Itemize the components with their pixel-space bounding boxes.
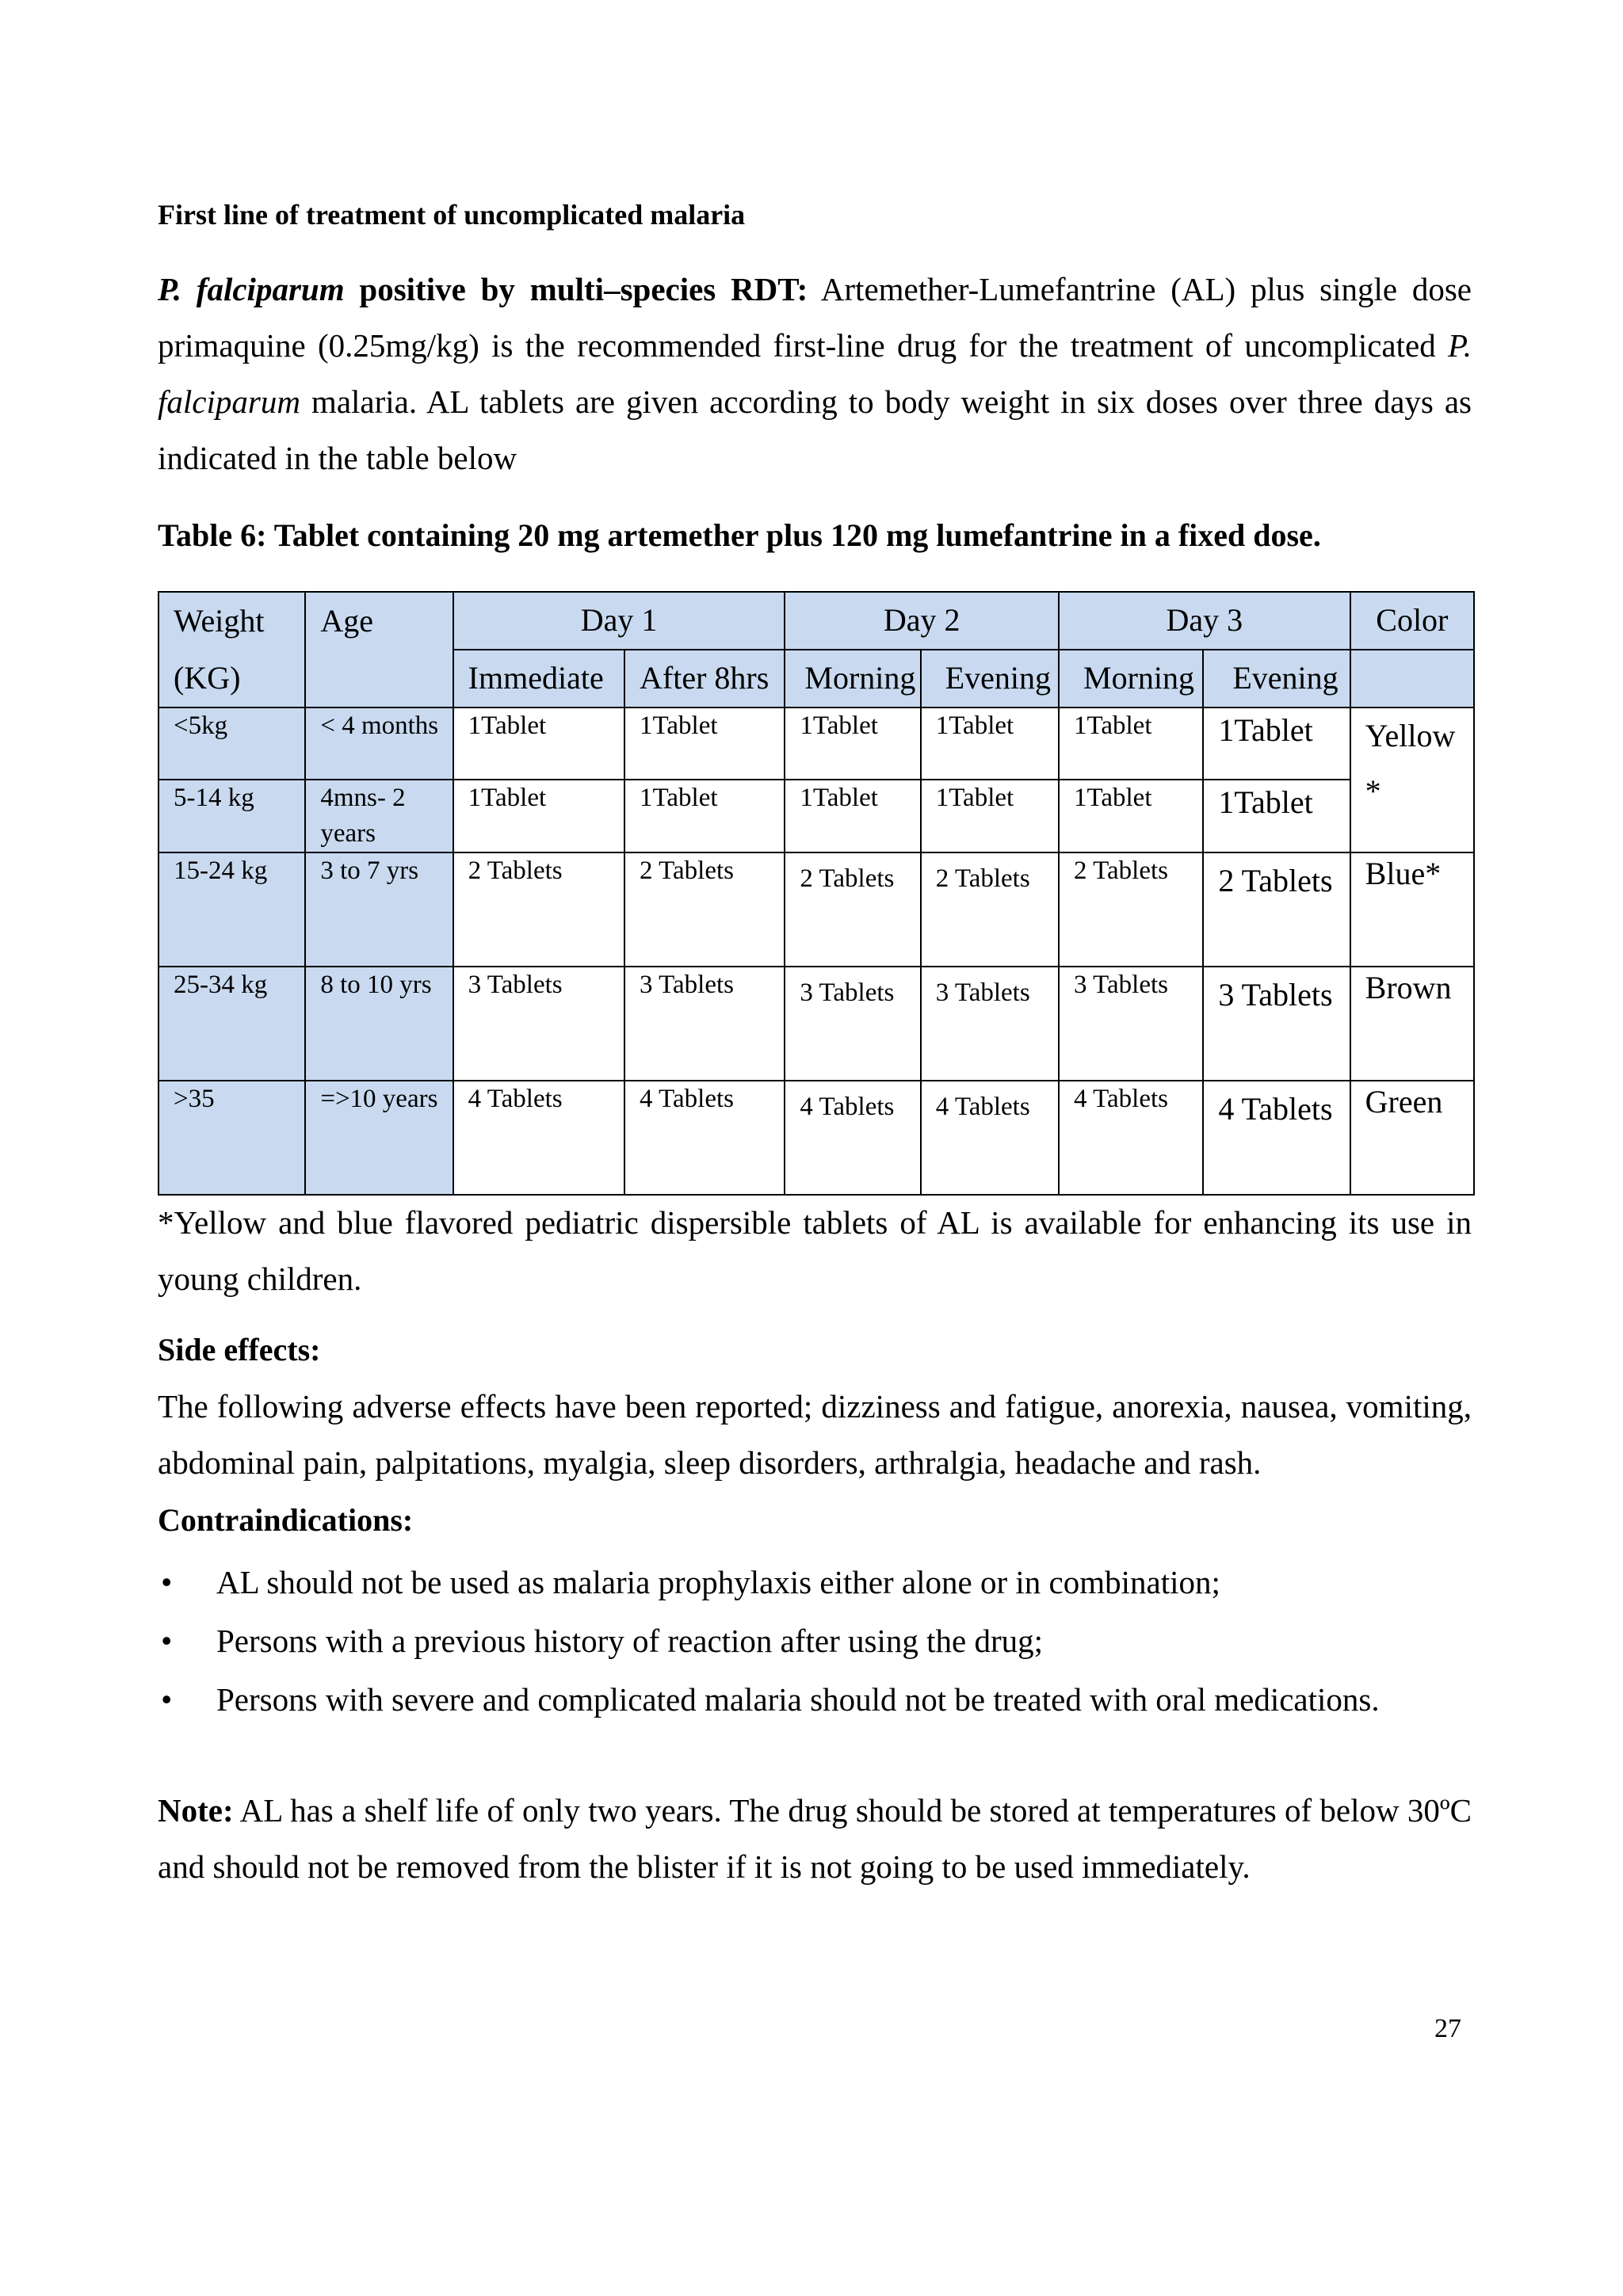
dose-cell: 3 Tablets — [785, 967, 920, 1081]
dose-cell: 2 Tablets — [453, 852, 624, 967]
dose-cell: 3 Tablets — [921, 967, 1059, 1081]
note-label: Note: — [158, 1792, 234, 1829]
table-row — [158, 967, 1474, 1081]
dose-cell: 1Tablet — [453, 780, 624, 852]
intro-paragraph — [158, 261, 1472, 486]
header-day3: Day 3 — [1059, 592, 1350, 650]
side-effects-text: The following adverse effects have been reported; dizziness and fatigue, anorexia, nausea, vomiting, abdominal pain, palpitations, myalgia, sleep disorders, arthralgia, headache and rash. — [158, 1388, 1472, 1481]
side-effects-heading: Side effects: — [158, 1332, 321, 1367]
dose-cell: 4 Tablets — [921, 1081, 1059, 1195]
storage-note — [158, 1783, 1472, 1895]
header-weight: Weight (KG) — [158, 592, 305, 707]
dose-cell: 2 Tablets — [1059, 852, 1203, 967]
dose-cell: 1Tablet — [785, 780, 920, 852]
table-row — [158, 1081, 1474, 1195]
dose-cell: 1Tablet — [785, 707, 920, 780]
row-age: 3 to 7 yrs — [305, 852, 453, 967]
subheader-day3-morning: Morning — [1059, 650, 1203, 707]
dose-cell: 3 Tablets — [1203, 967, 1350, 1081]
table-row — [158, 852, 1474, 967]
bullet-icon: • — [161, 1681, 173, 1718]
row-age: 8 to 10 yrs — [305, 967, 453, 1081]
row-weight: 15-24 kg — [158, 852, 305, 967]
list-item: • AL should not be used as malaria prophylaxis either alone or in combination; — [158, 1553, 1505, 1611]
subheader-immediate: Immediate — [453, 650, 624, 707]
table-row — [158, 707, 1474, 780]
intro-bold-lead: positive by multi–species RDT: — [344, 271, 808, 307]
table-row — [158, 780, 1474, 852]
table-caption: Table 6: Tablet containing 20 mg artemether plus 120 mg lumefantrine in a fixed dose. — [158, 517, 1321, 553]
intro-italic-mid: P. falciparum — [158, 327, 1472, 420]
bullet-icon: • — [161, 1623, 173, 1659]
dose-cell: 4 Tablets — [624, 1081, 785, 1195]
row-weight: 25-34 kg — [158, 967, 305, 1081]
contraindications-list — [158, 1553, 1505, 1729]
dose-cell: 1Tablet — [921, 707, 1059, 780]
note-text: AL has a shelf life of only two years. The drug should be stored at temperatures of below 30ºC and should not be removed from the blister if it is not going to be used immediately. — [158, 1792, 1472, 1885]
color-cell: Blue* — [1350, 852, 1474, 967]
dose-cell: 1Tablet — [1203, 707, 1350, 780]
dose-cell: 2 Tablets — [921, 852, 1059, 967]
row-weight: <5kg — [158, 707, 305, 780]
page-number: 27 — [1434, 2014, 1461, 2043]
dose-cell: 1Tablet — [624, 707, 785, 780]
row-weight: >35 — [158, 1081, 305, 1195]
header-day2: Day 2 — [785, 592, 1059, 650]
row-age: =>10 years — [305, 1081, 453, 1195]
dosage-table — [158, 591, 1475, 1196]
subheader-day2-evening: Evening — [921, 650, 1059, 707]
dose-cell: 1Tablet — [1059, 707, 1203, 780]
dose-cell: 4 Tablets — [1059, 1081, 1203, 1195]
dose-cell: 1Tablet — [1203, 780, 1350, 852]
dose-cell: 1Tablet — [624, 780, 785, 852]
dose-cell: 4 Tablets — [785, 1081, 920, 1195]
color-yellow: Yellow* — [1350, 707, 1474, 852]
dose-cell: 3 Tablets — [624, 967, 785, 1081]
header-color: Color — [1350, 592, 1474, 650]
table-footnote: *Yellow and blue flavored pediatric dispersible tablets of AL is available for enhancing its use in young children. — [158, 1204, 1472, 1297]
row-weight: 5-14 kg — [158, 780, 305, 852]
subheader-after-8hrs: After 8hrs — [624, 650, 785, 707]
color-cell: Brown — [1350, 967, 1474, 1081]
subheader-day3-evening: Evening — [1203, 650, 1350, 707]
dose-cell: 2 Tablets — [785, 852, 920, 967]
dose-cell: 1Tablet — [453, 707, 624, 780]
dose-cell: 3 Tablets — [1059, 967, 1203, 1081]
intro-text-b: malaria. AL tablets are given according to body weight in six doses over three days as indicated in the table below — [158, 383, 1472, 476]
color-cell: Green — [1350, 1081, 1474, 1195]
intro-text-a: Artemether-Lumefantrine (AL) plus single dose primaquine (0.25mg/kg) is the recommended first-line drug for the treatment of uncomplicated — [158, 271, 1472, 364]
intro-italic-lead: P. falciparum — [158, 271, 345, 307]
dose-cell: 4 Tablets — [1203, 1081, 1350, 1195]
dose-cell: 3 Tablets — [453, 967, 624, 1081]
bullet-icon: • — [161, 1564, 173, 1600]
row-age: 4mns- 2 years — [305, 780, 453, 852]
dose-cell: 2 Tablets — [1203, 852, 1350, 967]
dose-cell: 4 Tablets — [453, 1081, 624, 1195]
dose-cell: 2 Tablets — [624, 852, 785, 967]
table-header-row — [158, 592, 1474, 650]
header-age: Age — [305, 592, 453, 707]
header-day1: Day 1 — [453, 592, 785, 650]
dose-cell: 1Tablet — [1059, 780, 1203, 852]
list-item: • Persons with severe and complicated malaria should not be treated with oral medications. — [158, 1670, 1505, 1729]
list-item: • Persons with a previous history of reaction after using the drug; — [158, 1611, 1505, 1670]
section-heading: First line of treatment of uncomplicated malaria — [158, 199, 746, 231]
subheader-day2-morning: Morning — [785, 650, 920, 707]
subheader-color-empty — [1350, 650, 1474, 707]
row-age: < 4 months — [305, 707, 453, 780]
dose-cell: 1Tablet — [921, 780, 1059, 852]
contraindications-heading: Contraindications: — [158, 1502, 414, 1538]
